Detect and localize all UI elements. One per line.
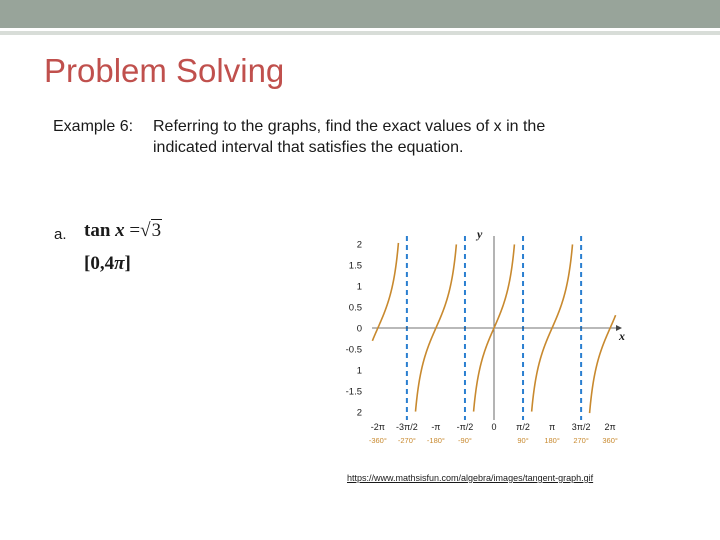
slide-title: Problem Solving (44, 52, 285, 89)
interval-close: ] (124, 253, 131, 274)
x-tick-label-degrees: 180° (544, 436, 560, 445)
x-tick-label-radians: -π (431, 422, 441, 432)
sqrt-expression (140, 220, 162, 242)
x-tick-label-degrees: 270° (573, 436, 589, 445)
example-text (53, 116, 545, 158)
y-tick-label: 0.5 (348, 302, 362, 314)
example-label: Example 6: (53, 118, 134, 135)
x-tick-label-degrees: -90° (458, 436, 472, 445)
x-tick-label-radians: 0 (491, 422, 497, 432)
header-bar (0, 0, 720, 28)
y-tick-label: 0 (356, 323, 362, 335)
x-tick-label-radians: 2π (604, 422, 616, 432)
interval-coefficient: 4 (104, 253, 115, 274)
x-tick-label-degrees: -360° (368, 436, 387, 445)
y-tick-label: 2 (356, 239, 362, 251)
x-tick-label-radians: π/2 (516, 422, 530, 432)
sqrt-symbol: √ (140, 220, 151, 241)
graph-background (340, 226, 628, 448)
x-tick-label-radians: 3π/2 (571, 422, 591, 432)
x-tick-label-degrees: 360° (602, 436, 618, 445)
x-tick-label-degrees: 90° (517, 436, 529, 445)
y-tick-label: 1.5 (348, 260, 362, 272)
example-line-1: Referring to the graphs, find the exact values of x in the (153, 118, 546, 135)
header-divider (0, 31, 720, 35)
y-tick-label: -1.5 (345, 386, 362, 398)
equation-equals: = (129, 220, 141, 241)
source-link[interactable]: https://www.mathsisfun.com/algebra/images/tangent-graph.gif (347, 473, 594, 483)
y-tick-label: -0.5 (345, 344, 362, 356)
x-tick-label-radians: -π/2 (456, 422, 474, 432)
interval-open: [ (84, 253, 91, 274)
example-line-2: indicated interval that satisfies the equation. (153, 139, 464, 156)
equation-variable: x (115, 220, 125, 241)
y-tick-label: 1 (356, 365, 362, 377)
sqrt-radicand: 3 (151, 220, 162, 241)
y-tick-label: 1 (356, 281, 362, 293)
interval-comma: , (99, 253, 105, 274)
x-tick-label-degrees: -180° (426, 436, 445, 445)
equation (84, 220, 162, 242)
x-tick-label-radians: -3π/2 (396, 422, 418, 432)
part-label: a. (54, 226, 67, 243)
x-axis-label: x (619, 329, 625, 343)
y-tick-label: 2 (356, 407, 362, 419)
tangent-graph (340, 226, 628, 448)
x-tick-label-radians: π (548, 422, 556, 432)
interval-pi: π (114, 253, 125, 274)
interval-start: 0 (90, 253, 100, 274)
y-axis-label: y (477, 227, 483, 241)
x-tick-label-radians: -2π (370, 422, 385, 432)
equation-function: tan (84, 220, 111, 241)
interval (84, 253, 131, 275)
x-tick-label-degrees: -270° (397, 436, 416, 445)
